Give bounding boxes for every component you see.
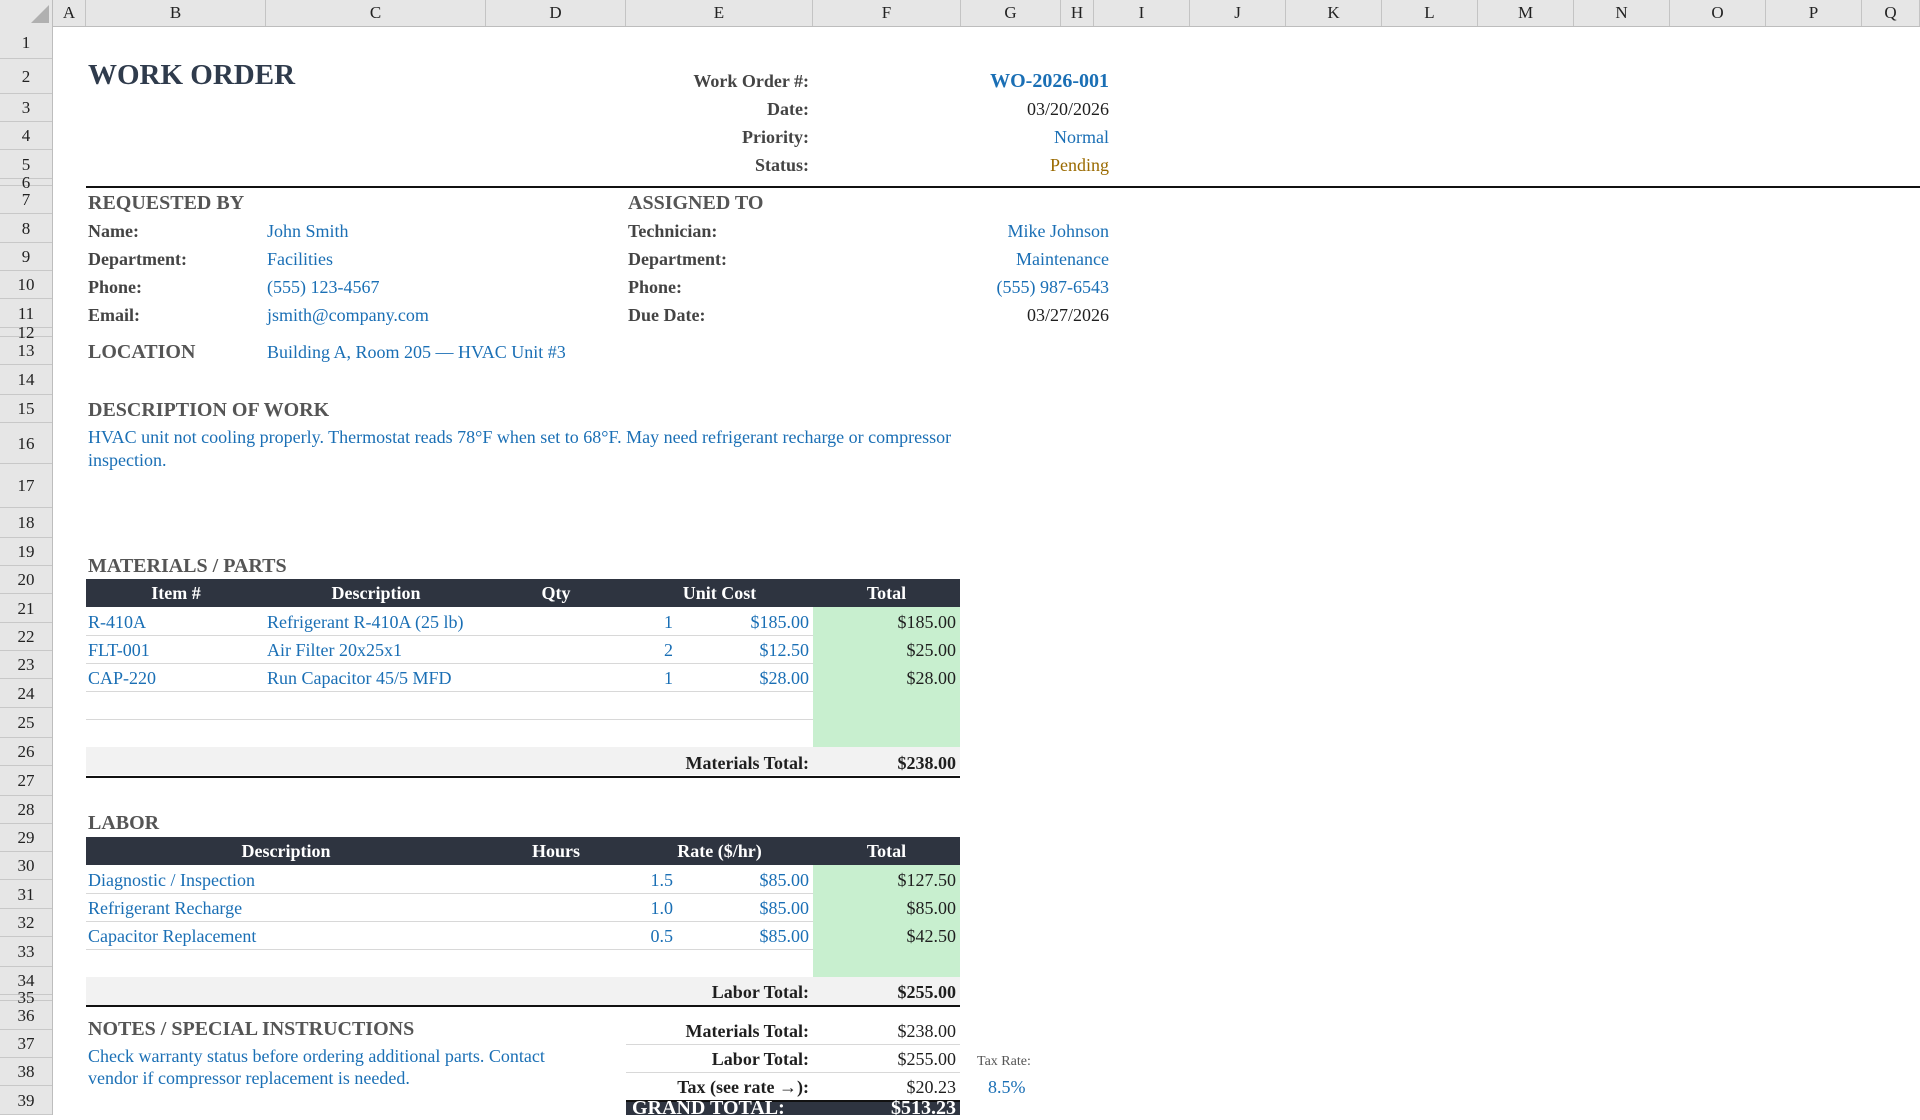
row-divider — [86, 921, 813, 922]
column-header-i[interactable]: I — [1094, 0, 1190, 26]
labor-col-total: Total — [866, 841, 907, 861]
row-divider — [86, 719, 813, 720]
row-header[interactable]: 36 — [0, 1002, 52, 1030]
row-divider — [86, 691, 813, 692]
select-all-corner[interactable] — [0, 0, 53, 26]
material-qty[interactable]: 1 — [664, 612, 673, 632]
row-header[interactable]: 22 — [0, 623, 52, 651]
labor-desc[interactable]: Capacitor Replacement — [88, 926, 257, 946]
materials-total-label: Materials Total: — [685, 753, 809, 773]
row-header[interactable]: 27 — [0, 766, 52, 796]
assignee-dept-label: Department: — [628, 249, 727, 269]
labor-desc[interactable]: Diagnostic / Inspection — [88, 870, 255, 890]
row-header[interactable]: 13 — [0, 337, 52, 365]
column-header-p[interactable]: P — [1766, 0, 1862, 26]
row-header[interactable]: 21 — [0, 595, 52, 623]
labor-table-header — [86, 837, 960, 865]
summary-materials-value[interactable]: $238.00 — [897, 1021, 956, 1041]
material-item[interactable]: CAP-220 — [88, 668, 157, 688]
material-total[interactable]: $25.00 — [906, 640, 956, 660]
summary-tax-label: Tax (see rate →): — [677, 1077, 809, 1097]
description-line-1[interactable]: HVAC unit not cooling properly. Thermostat reads 78°F when set to 68°F. May need refrigerant recharge or compressor — [88, 427, 952, 447]
materials-col-total: Total — [866, 583, 907, 603]
requester-dept[interactable]: Facilities — [267, 249, 333, 269]
material-item[interactable]: R-410A — [88, 612, 146, 632]
assignee-phone[interactable]: (555) 987-6543 — [996, 277, 1109, 297]
material-qty[interactable]: 2 — [664, 640, 673, 660]
row-header[interactable]: 38 — [0, 1058, 52, 1086]
sheet-grid[interactable] — [53, 27, 1920, 1119]
row-divider — [86, 663, 813, 664]
description-line-2[interactable]: inspection. — [88, 450, 167, 470]
labor-total-value[interactable]: $255.00 — [897, 982, 956, 1002]
tax-rate-value[interactable]: 8.5% — [988, 1077, 1026, 1097]
labor-total-label: Labor Total: — [711, 982, 809, 1002]
grand-total-row — [626, 1097, 960, 1119]
material-total[interactable]: $28.00 — [906, 668, 956, 688]
row-header[interactable]: 29 — [0, 824, 52, 852]
row-divider — [626, 1044, 960, 1045]
tax-rate-label: Tax Rate: — [977, 1054, 1031, 1069]
labor-bottom-border — [86, 1005, 960, 1007]
labor-col-desc: Description — [241, 841, 331, 861]
requester-name[interactable]: John Smith — [267, 221, 349, 241]
labor-hours[interactable]: 1.0 — [650, 898, 673, 918]
row-header[interactable]: 20 — [0, 566, 52, 594]
row-header[interactable]: 28 — [0, 796, 52, 824]
row-header[interactable]: 10 — [0, 271, 52, 299]
material-unit-cost[interactable]: $185.00 — [750, 612, 809, 632]
header-divider — [86, 186, 1920, 188]
column-header-l[interactable]: L — [1382, 0, 1478, 26]
priority-value[interactable]: Normal — [1054, 127, 1109, 147]
materials-total-value[interactable]: $238.00 — [897, 753, 956, 773]
row-divider — [86, 893, 813, 894]
summary-labor-label: Labor Total: — [711, 1049, 809, 1069]
row-header[interactable]: 12 — [0, 328, 52, 337]
column-header-b[interactable]: B — [86, 0, 266, 26]
location-heading: LOCATION — [88, 341, 196, 363]
row-header[interactable]: 17 — [0, 464, 52, 508]
column-header-f[interactable]: F — [813, 0, 961, 26]
requester-phone-label: Phone: — [88, 277, 142, 297]
material-item[interactable]: FLT-001 — [88, 640, 150, 660]
notes-line-1[interactable]: Check warranty status before ordering additional parts. Contact — [88, 1046, 545, 1066]
row-header[interactable]: 33 — [0, 937, 52, 967]
labor-rate[interactable]: $85.00 — [759, 870, 809, 890]
material-desc[interactable]: Run Capacitor 45/5 MFD — [267, 668, 452, 688]
materials-col-item: Item # — [151, 583, 201, 603]
technician-label: Technician: — [628, 221, 718, 241]
summary-labor-value[interactable]: $255.00 — [897, 1049, 956, 1069]
notes-line-2[interactable]: vendor if compressor replacement is needed. — [88, 1068, 410, 1088]
labor-total[interactable]: $127.50 — [897, 870, 956, 890]
row-header[interactable]: 31 — [0, 881, 52, 909]
materials-heading: MATERIALS / PARTS — [88, 555, 287, 577]
summary-tax-value[interactable]: $20.23 — [906, 1077, 956, 1097]
column-header-k[interactable]: K — [1286, 0, 1382, 26]
notes-heading: NOTES / SPECIAL INSTRUCTIONS — [88, 1018, 415, 1040]
column-header-q[interactable]: Q — [1862, 0, 1920, 26]
row-header[interactable]: 19 — [0, 538, 52, 566]
materials-col-desc: Description — [331, 583, 421, 603]
labor-rate[interactable]: $85.00 — [759, 898, 809, 918]
row-header[interactable]: 18 — [0, 508, 52, 538]
column-header-e[interactable]: E — [626, 0, 813, 26]
grand-total-label: GRAND TOTAL: — [632, 1097, 785, 1119]
labor-total[interactable]: $42.50 — [906, 926, 956, 946]
material-desc[interactable]: Refrigerant R-410A (25 lb) — [267, 612, 464, 632]
status-value[interactable]: Pending — [1049, 155, 1109, 175]
material-qty[interactable]: 1 — [664, 668, 673, 688]
material-desc[interactable]: Air Filter 20x25x1 — [267, 640, 402, 660]
requester-email-label: Email: — [88, 305, 140, 325]
due-date-label: Due Date: — [628, 305, 706, 325]
labor-hours[interactable]: 0.5 — [650, 926, 673, 946]
due-date-value[interactable]: 03/27/2026 — [1026, 305, 1109, 325]
row-header[interactable]: 3 — [0, 94, 52, 122]
row-header[interactable]: 35 — [0, 995, 52, 1001]
labor-desc[interactable]: Refrigerant Recharge — [88, 898, 243, 918]
row-header[interactable]: 30 — [0, 852, 52, 880]
column-header-m[interactable]: M — [1478, 0, 1574, 26]
column-header-bar — [0, 0, 1920, 27]
column-header-g[interactable]: G — [961, 0, 1061, 26]
assigned-to-heading: ASSIGNED TO — [628, 192, 764, 214]
material-unit-cost[interactable]: $28.00 — [759, 668, 809, 688]
labor-total[interactable]: $85.00 — [906, 898, 956, 918]
labor-hours[interactable]: 1.5 — [650, 870, 673, 890]
requested-by-heading: REQUESTED BY — [88, 192, 245, 214]
row-divider — [86, 635, 813, 636]
row-header[interactable]: 9 — [0, 243, 52, 271]
location-value[interactable]: Building A, Room 205 — HVAC Unit #3 — [267, 342, 566, 362]
column-header-a[interactable]: A — [53, 0, 86, 26]
row-header[interactable]: 7 — [0, 186, 52, 214]
column-header-d[interactable]: D — [486, 0, 626, 26]
row-header[interactable]: 4 — [0, 122, 52, 150]
requester-name-label: Name: — [88, 221, 139, 241]
row-header[interactable]: 5 — [0, 151, 52, 179]
row-header[interactable]: 24 — [0, 680, 52, 708]
labor-heading: LABOR — [88, 812, 160, 834]
column-header-n[interactable]: N — [1574, 0, 1670, 26]
status-label: Status: — [754, 155, 809, 175]
row-header[interactable]: 1 — [0, 26, 52, 59]
row-header[interactable]: 39 — [0, 1087, 52, 1115]
row-header[interactable]: 37 — [0, 1030, 52, 1058]
material-total[interactable]: $185.00 — [897, 612, 956, 632]
row-divider — [626, 1072, 960, 1073]
grand-total-value[interactable]: $513.23 — [891, 1097, 956, 1119]
row-header[interactable]: 34 — [0, 967, 52, 995]
labor-col-rate: Rate ($/hr) — [677, 841, 762, 861]
row-divider — [86, 949, 813, 950]
row-header[interactable]: 32 — [0, 909, 52, 937]
requester-dept-label: Department: — [88, 249, 187, 269]
column-header-h[interactable]: H — [1061, 0, 1094, 26]
assignee-phone-label: Phone: — [628, 277, 682, 297]
labor-col-hours: Hours — [531, 841, 580, 861]
date-value[interactable]: 03/20/2026 — [1026, 99, 1109, 119]
row-header[interactable]: 15 — [0, 395, 52, 423]
assignee-dept[interactable]: Maintenance — [1016, 249, 1109, 269]
requester-phone[interactable]: (555) 123-4567 — [267, 277, 380, 297]
requester-email[interactable]: jsmith@company.com — [267, 305, 429, 325]
row-header[interactable]: 14 — [0, 365, 52, 395]
materials-table-header — [86, 579, 960, 607]
labor-rate[interactable]: $85.00 — [759, 926, 809, 946]
page-title: WORK ORDER — [88, 59, 296, 91]
date-label: Date: — [767, 99, 809, 119]
wo-number-value[interactable]: WO-2026-001 — [990, 70, 1109, 92]
row-header-bar — [0, 26, 53, 1115]
technician-value[interactable]: Mike Johnson — [1007, 221, 1109, 241]
materials-bottom-border — [86, 776, 960, 778]
materials-col-qty: Qty — [541, 583, 571, 603]
row-header[interactable]: 11 — [0, 300, 52, 328]
row-header[interactable]: 2 — [0, 59, 52, 94]
row-header[interactable]: 8 — [0, 215, 52, 243]
wo-number-label: Work Order #: — [693, 71, 809, 91]
column-header-o[interactable]: O — [1670, 0, 1766, 26]
priority-label: Priority: — [742, 127, 809, 147]
column-header-j[interactable]: J — [1190, 0, 1286, 26]
column-header-c[interactable]: C — [266, 0, 486, 26]
description-heading: DESCRIPTION OF WORK — [88, 399, 330, 421]
row-header[interactable]: 6 — [0, 179, 52, 186]
row-header[interactable]: 16 — [0, 423, 52, 464]
row-header[interactable]: 25 — [0, 708, 52, 738]
row-header[interactable]: 26 — [0, 738, 52, 766]
row-header[interactable]: 23 — [0, 651, 52, 679]
materials-col-unit: Unit Cost — [682, 583, 757, 603]
material-unit-cost[interactable]: $12.50 — [759, 640, 809, 660]
summary-materials-label: Materials Total: — [685, 1021, 809, 1041]
